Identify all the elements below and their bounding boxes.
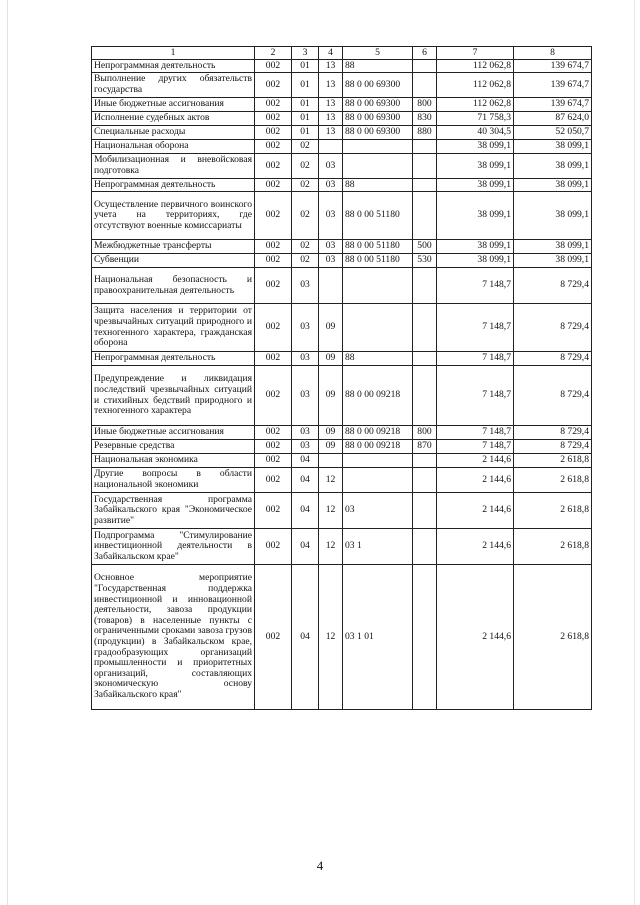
cell-csr: 03 1	[343, 529, 413, 565]
cell-amount-col7: 38 099,1	[437, 140, 514, 154]
cell-rz: 03	[292, 304, 319, 352]
row-name: Иные бюджетные ассигнования	[92, 426, 255, 440]
cell-pr: 09	[319, 304, 343, 352]
cell-vr	[413, 366, 437, 426]
cell-csr	[343, 140, 413, 154]
cell-pr: 09	[319, 366, 343, 426]
table-row	[92, 98, 592, 112]
row-name: Предупреждение и ликвидация последствий чрезвычайных ситуаций и стихийных бедствий природного и техногенного характера	[92, 366, 255, 426]
cell-pr: 03	[319, 254, 343, 268]
header-row	[92, 47, 592, 60]
cell-amount-col7: 38 099,1	[437, 254, 514, 268]
cell-vr	[413, 154, 437, 179]
table-row	[92, 565, 592, 710]
cell-amount-col8: 139 674,7	[514, 60, 592, 73]
cell-glrs: 002	[255, 268, 292, 304]
cell-vr	[413, 493, 437, 529]
table-row	[92, 366, 592, 426]
cell-amount-col8: 2 618,8	[514, 529, 592, 565]
row-name: Национальная безопасность и правоохранительная деятельность	[92, 268, 255, 304]
cell-glrs: 002	[255, 60, 292, 73]
cell-glrs: 002	[255, 352, 292, 366]
cell-amount-col8: 38 099,1	[514, 254, 592, 268]
cell-vr	[413, 304, 437, 352]
cell-vr	[413, 60, 437, 73]
cell-amount-col7: 7 148,7	[437, 304, 514, 352]
cell-csr	[343, 454, 413, 468]
cell-glrs: 002	[255, 192, 292, 240]
cell-csr: 88 0 00 09218	[343, 366, 413, 426]
row-name: Межбюджетные трансферты	[92, 240, 255, 254]
cell-vr: 870	[413, 440, 437, 454]
cell-pr: 13	[319, 126, 343, 140]
cell-vr	[413, 268, 437, 304]
cell-amount-col8: 38 099,1	[514, 179, 592, 192]
cell-glrs: 002	[255, 112, 292, 126]
cell-amount-col8: 8 729,4	[514, 366, 592, 426]
cell-amount-col7: 38 099,1	[437, 179, 514, 192]
cell-csr	[343, 304, 413, 352]
cell-vr	[413, 529, 437, 565]
row-name: Резервные средства	[92, 440, 255, 454]
cell-glrs: 002	[255, 426, 292, 440]
cell-vr: 500	[413, 240, 437, 254]
scan-edge-left	[7, 0, 8, 905]
cell-amount-col7: 7 148,7	[437, 352, 514, 366]
row-name: Непрограммная деятельность	[92, 352, 255, 366]
cell-amount-col8: 8 729,4	[514, 304, 592, 352]
cell-csr: 88 0 00 69300	[343, 73, 413, 98]
cell-vr: 880	[413, 126, 437, 140]
cell-amount-col8: 2 618,8	[514, 493, 592, 529]
cell-vr	[413, 140, 437, 154]
cell-amount-col7: 2 144,6	[437, 468, 514, 493]
cell-csr: 88 0 00 09218	[343, 426, 413, 440]
cell-csr: 88	[343, 60, 413, 73]
cell-vr: 800	[413, 426, 437, 440]
cell-amount-col8: 2 618,8	[514, 454, 592, 468]
row-name: Другие вопросы в области национальной экономики	[92, 468, 255, 493]
cell-pr: 09	[319, 426, 343, 440]
cell-rz: 04	[292, 454, 319, 468]
row-name: Иные бюджетные ассигнования	[92, 98, 255, 112]
cell-vr: 830	[413, 112, 437, 126]
cell-rz: 03	[292, 426, 319, 440]
cell-rz: 01	[292, 73, 319, 98]
table-row	[92, 440, 592, 454]
cell-rz: 01	[292, 60, 319, 73]
cell-amount-col8: 38 099,1	[514, 140, 592, 154]
cell-glrs: 002	[255, 366, 292, 426]
cell-vr	[413, 179, 437, 192]
table-row	[92, 268, 592, 304]
cell-csr: 88 0 00 69300	[343, 112, 413, 126]
table-row	[92, 126, 592, 140]
cell-vr	[413, 352, 437, 366]
cell-vr	[413, 468, 437, 493]
cell-rz: 01	[292, 126, 319, 140]
cell-amount-col8: 38 099,1	[514, 192, 592, 240]
cell-glrs: 002	[255, 240, 292, 254]
row-name: Специальные расходы	[92, 126, 255, 140]
column-header: 3	[292, 47, 319, 60]
column-header: 6	[413, 47, 437, 60]
table-row	[92, 493, 592, 529]
cell-amount-col8: 52 050,7	[514, 126, 592, 140]
cell-amount-col7: 7 148,7	[437, 426, 514, 440]
cell-glrs: 002	[255, 529, 292, 565]
cell-glrs: 002	[255, 304, 292, 352]
cell-pr: 13	[319, 60, 343, 73]
cell-rz: 02	[292, 240, 319, 254]
cell-rz: 03	[292, 440, 319, 454]
column-header: 5	[343, 47, 413, 60]
cell-amount-col8: 8 729,4	[514, 440, 592, 454]
cell-amount-col8: 8 729,4	[514, 352, 592, 366]
cell-amount-col8: 2 618,8	[514, 565, 592, 710]
cell-csr: 88 0 00 09218	[343, 440, 413, 454]
cell-amount-col7: 40 304,5	[437, 126, 514, 140]
cell-amount-col7: 2 144,6	[437, 493, 514, 529]
column-header: 2	[255, 47, 292, 60]
cell-pr	[319, 454, 343, 468]
table-row	[92, 73, 592, 98]
cell-glrs: 002	[255, 254, 292, 268]
cell-rz: 01	[292, 98, 319, 112]
row-name: Мобилизационная и вневойсковая подготовка	[92, 154, 255, 179]
cell-glrs: 002	[255, 98, 292, 112]
cell-amount-col7: 112 062,8	[437, 73, 514, 98]
column-header: 7	[437, 47, 514, 60]
cell-csr: 03	[343, 493, 413, 529]
cell-amount-col7: 2 144,6	[437, 529, 514, 565]
row-name: Исполнение судебных актов	[92, 112, 255, 126]
row-name: Непрограммная деятельность	[92, 179, 255, 192]
cell-csr: 88 0 00 69300	[343, 126, 413, 140]
cell-pr: 13	[319, 112, 343, 126]
cell-csr	[343, 154, 413, 179]
cell-amount-col8: 139 674,7	[514, 98, 592, 112]
cell-csr	[343, 468, 413, 493]
cell-pr: 13	[319, 73, 343, 98]
cell-pr: 09	[319, 440, 343, 454]
cell-vr	[413, 565, 437, 710]
cell-pr: 03	[319, 192, 343, 240]
table-row	[92, 529, 592, 565]
cell-amount-col7: 7 148,7	[437, 440, 514, 454]
cell-csr: 03 1 01	[343, 565, 413, 710]
row-name: Непрограммная деятельность	[92, 60, 255, 73]
cell-rz: 03	[292, 366, 319, 426]
table-row	[92, 254, 592, 268]
cell-rz: 02	[292, 154, 319, 179]
table-row	[92, 192, 592, 240]
cell-pr: 09	[319, 352, 343, 366]
cell-vr	[413, 454, 437, 468]
row-name: Выполнение других обязательств государства	[92, 73, 255, 98]
cell-rz: 04	[292, 529, 319, 565]
cell-amount-col8: 8 729,4	[514, 268, 592, 304]
cell-rz: 02	[292, 192, 319, 240]
page-number: 4	[316, 858, 324, 873]
cell-pr: 03	[319, 179, 343, 192]
cell-glrs: 002	[255, 126, 292, 140]
cell-pr: 03	[319, 240, 343, 254]
table-row	[92, 426, 592, 440]
cell-pr	[319, 268, 343, 304]
row-name: Основное мероприятие "Государственная поддержка инвестиционной и инновационной деятельности, завоза продукции (товаров) в населенные пункты с ограниченными сроками завоза грузов (продукции) в Забайкальском крае, градообразующих организаций промышленности и приоритетных организаций, составляющих экономическую основу Забайкальского края"	[92, 565, 255, 710]
cell-rz: 02	[292, 254, 319, 268]
cell-amount-col7: 112 062,8	[437, 98, 514, 112]
cell-amount-col7: 7 148,7	[437, 366, 514, 426]
cell-glrs: 002	[255, 468, 292, 493]
table-row	[92, 304, 592, 352]
cell-csr: 88	[343, 352, 413, 366]
scan-edge-right	[634, 0, 635, 905]
cell-pr: 12	[319, 468, 343, 493]
row-name: Субвенции	[92, 254, 255, 268]
column-header: 4	[319, 47, 343, 60]
row-name: Государственная программа Забайкальского края "Экономическое развитие"	[92, 493, 255, 529]
cell-pr: 13	[319, 98, 343, 112]
cell-glrs: 002	[255, 493, 292, 529]
cell-pr: 12	[319, 493, 343, 529]
cell-glrs: 002	[255, 73, 292, 98]
cell-rz: 04	[292, 565, 319, 710]
cell-csr: 88 0 00 51180	[343, 240, 413, 254]
cell-amount-col7: 7 148,7	[437, 268, 514, 304]
table-body	[92, 60, 592, 710]
column-header: 8	[514, 47, 592, 60]
cell-pr: 12	[319, 565, 343, 710]
cell-glrs: 002	[255, 140, 292, 154]
cell-csr	[343, 268, 413, 304]
table-row	[92, 240, 592, 254]
row-name: Подпрограмма "Стимулирование инвестиционной деятельности в Забайкальском крае"	[92, 529, 255, 565]
cell-glrs: 002	[255, 154, 292, 179]
table-row	[92, 60, 592, 73]
table-row	[92, 140, 592, 154]
table-row	[92, 112, 592, 126]
cell-rz: 04	[292, 493, 319, 529]
cell-amount-col8: 38 099,1	[514, 154, 592, 179]
cell-rz: 03	[292, 352, 319, 366]
cell-glrs: 002	[255, 565, 292, 710]
table-row	[92, 454, 592, 468]
cell-glrs: 002	[255, 440, 292, 454]
cell-amount-col7: 2 144,6	[437, 454, 514, 468]
table-header	[92, 47, 592, 60]
cell-pr	[319, 140, 343, 154]
cell-csr: 88 0 00 51180	[343, 192, 413, 240]
budget-table	[91, 46, 592, 710]
row-name: Национальная экономика	[92, 454, 255, 468]
cell-amount-col7: 38 099,1	[437, 154, 514, 179]
cell-amount-col7: 38 099,1	[437, 192, 514, 240]
cell-amount-col7: 71 758,3	[437, 112, 514, 126]
cell-amount-col8: 139 674,7	[514, 73, 592, 98]
row-name: Защита населения и территории от чрезвычайных ситуаций природного и техногенного характера, гражданская оборона	[92, 304, 255, 352]
table-row	[92, 468, 592, 493]
cell-rz: 03	[292, 268, 319, 304]
cell-pr: 03	[319, 154, 343, 179]
cell-csr: 88 0 00 51180	[343, 254, 413, 268]
cell-csr: 88 0 00 69300	[343, 98, 413, 112]
row-name: Осуществление первичного воинского учета на территориях, где отсутствуют военные комиссариаты	[92, 192, 255, 240]
cell-amount-col8: 87 624,0	[514, 112, 592, 126]
cell-amount-col7: 38 099,1	[437, 240, 514, 254]
column-header: 1	[92, 47, 255, 60]
cell-vr	[413, 192, 437, 240]
table-row	[92, 179, 592, 192]
cell-amount-col8: 2 618,8	[514, 468, 592, 493]
cell-rz: 02	[292, 140, 319, 154]
cell-rz: 01	[292, 112, 319, 126]
table-row	[92, 154, 592, 179]
cell-glrs: 002	[255, 454, 292, 468]
cell-glrs: 002	[255, 179, 292, 192]
cell-amount-col7: 112 062,8	[437, 60, 514, 73]
cell-pr: 12	[319, 529, 343, 565]
cell-amount-col8: 38 099,1	[514, 240, 592, 254]
cell-amount-col7: 2 144,6	[437, 565, 514, 710]
cell-vr: 800	[413, 98, 437, 112]
cell-vr: 530	[413, 254, 437, 268]
row-name: Национальная оборона	[92, 140, 255, 154]
cell-rz: 04	[292, 468, 319, 493]
cell-csr: 88	[343, 179, 413, 192]
cell-vr	[413, 73, 437, 98]
cell-amount-col8: 8 729,4	[514, 426, 592, 440]
table-row	[92, 352, 592, 366]
cell-rz: 02	[292, 179, 319, 192]
